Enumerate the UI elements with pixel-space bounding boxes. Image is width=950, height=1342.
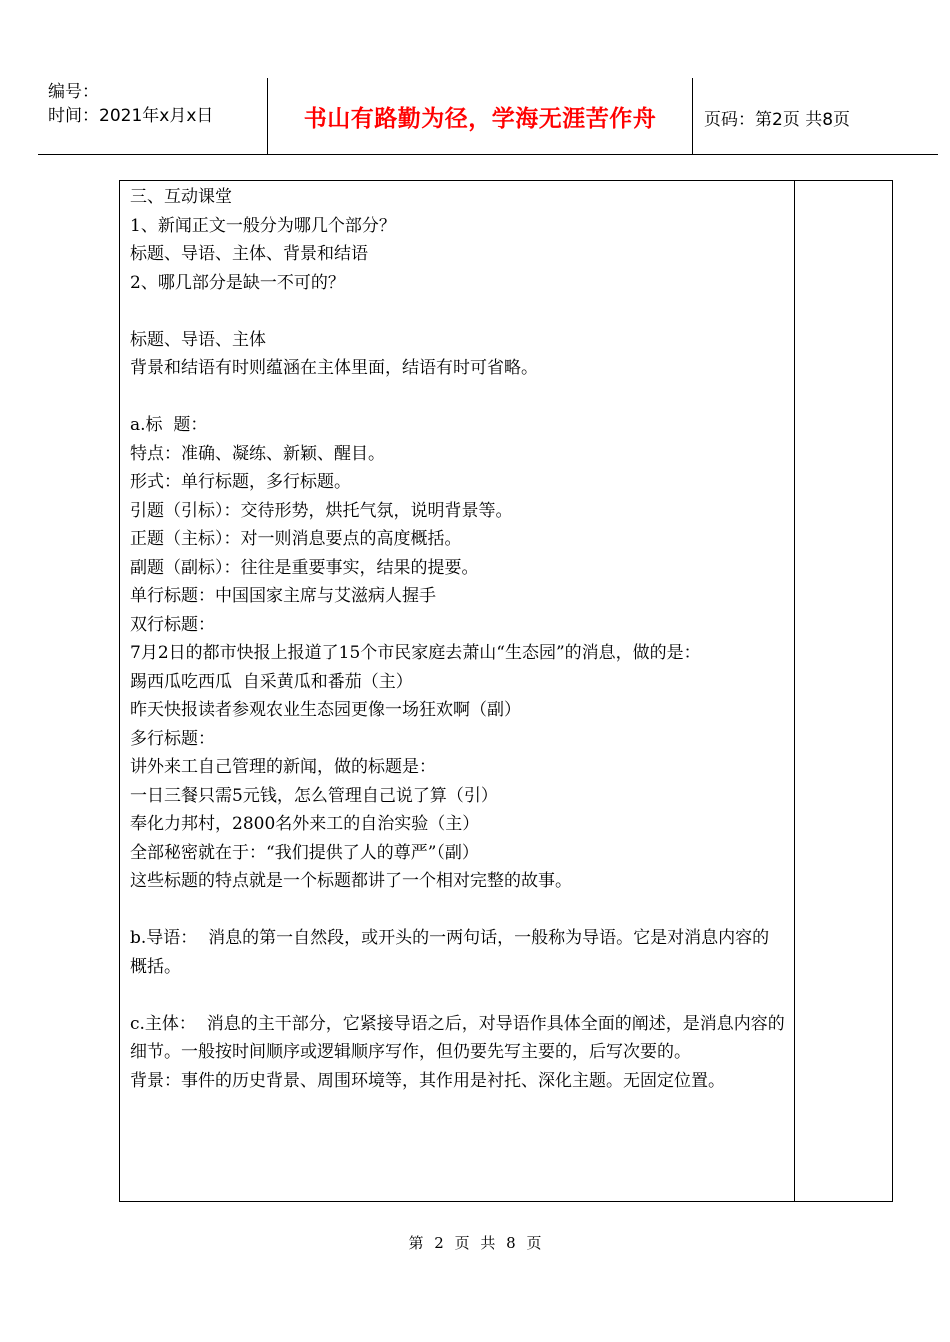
content-line [130, 297, 786, 326]
content-line: 标题、导语、主体、背景和结语 [130, 244, 368, 264]
content-line: c.主体： 消息的主干部分，它紧接导语之后，对导语作具体全面的阐述，是消息内容的细节。一般按时间顺序或逻辑顺序写作，但仍要先写主要的，后写次要的。 [130, 1013, 785, 1062]
content-line: 形式：单行标题，多行标题。 [130, 472, 351, 492]
time-label: 时间：2021年x月x日 [48, 106, 214, 126]
content-line: 三、互动课堂 [130, 187, 232, 207]
content-line: b.导语： 消息的第一自然段，或开头的一两句话，一般称为导语。它是对消息内容的概括。 [130, 928, 770, 977]
content-line: 单行标题：中国国家主席与艾滋病人握手 [130, 586, 436, 606]
content-line [130, 896, 786, 925]
content-line: 7月2日的都市快报上报道了15个市民家庭去萧山“生态园”的消息，做的是： [130, 643, 701, 663]
content-line: 副题（副标）：往往是重要事实，结果的提要。 [130, 557, 479, 578]
content-line: 全部秘密就在于：“我们提供了人的尊严”（副） [130, 842, 479, 863]
content-line: 背景：事件的历史背景、周围环境等，其作用是衬托、深化主题。无固定位置。 [130, 1070, 725, 1091]
content-line: 昨天快报读者参观农业生态园更像一场狂欢啊（副） [130, 700, 521, 720]
content-line: 一日三餐只需5元钱，怎么管理自己说了算（引） [130, 785, 498, 806]
page-footer: 第 2 页 共 8 页 [408, 1234, 542, 1252]
content-line: 多行标题： [130, 728, 215, 749]
content-line: 标题、导语、主体 [130, 329, 266, 350]
content-line: 1、新闻正文一般分为哪几个部分？ [130, 215, 396, 236]
page-header [38, 78, 938, 155]
content-line: 引题（引标）：交待形势，烘托气氛，说明背景等。 [130, 500, 513, 521]
content-line: 奉化力邦村，2800名外来工的自治实验（主） [130, 814, 480, 834]
content-line: 背景和结语有时则蕴涵在主体里面，结语有时可省略。 [130, 358, 538, 378]
header-motto: 书山有路勤为径，学海无涯苦作舟 [303, 106, 657, 132]
content-line: 这些标题的特点就是一个标题都讲了一个相对完整的故事。 [130, 871, 572, 891]
content-line [130, 383, 786, 412]
content-line: 讲外来工自己管理的新闻，做的标题是： [130, 757, 436, 777]
content-line: 踢西瓜吃西瓜 自采黄瓜和番茄（主） [130, 671, 413, 692]
number-label: 编号： [48, 82, 99, 102]
content-line: 双行标题： [130, 614, 215, 635]
content-line: 正题（主标）：对一则消息要点的高度概括。 [130, 529, 462, 549]
content-table [119, 180, 893, 1202]
content-line: 2、哪几部分是缺一不可的？ [130, 272, 345, 293]
content-text-column [130, 183, 786, 1095]
content-line: a.标 题： [130, 415, 208, 435]
header-info [48, 80, 268, 128]
content-line [130, 981, 786, 1010]
header-divider [692, 78, 693, 154]
content-line: 特点：准确、凝练、新颖、醒目。 [130, 443, 385, 464]
table-column-divider [794, 181, 795, 1201]
header-page-label: 页码：第2页 共8页 [704, 110, 851, 130]
